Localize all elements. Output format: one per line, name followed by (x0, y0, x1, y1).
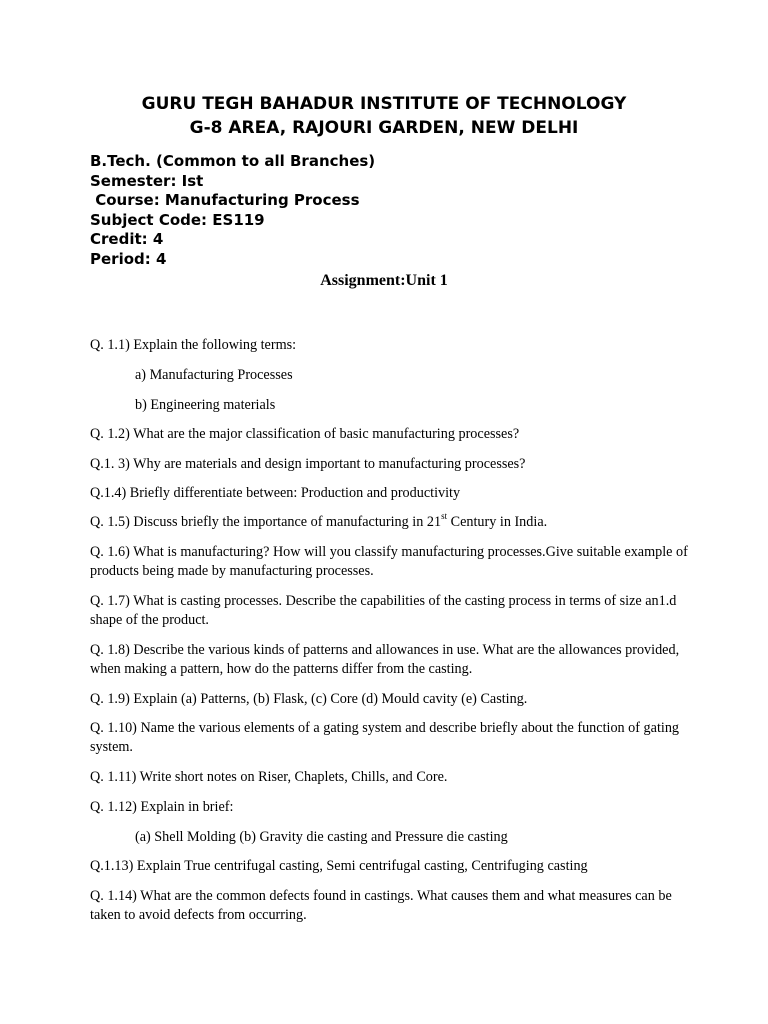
question-1-2: Q. 1.2) What are the major classification of basic manufacturing processes? (90, 426, 520, 442)
question-1-4: Q.1.4) Briefly differentiate between: Production and productivity (90, 485, 461, 501)
question-1-7: Q. 1.7) What is casting processes. Describe the capabilities of the casting process in terms of size an1.d shape of the product. (90, 593, 677, 628)
question-1-14: Q. 1.14) What are the common defects found in castings. What causes them and what measures can be taken to avoid defects from occurring. (90, 888, 672, 923)
program-line: B.Tech. (Common to all Branches) (90, 152, 376, 170)
question-1-5-text: Q. 1.5) Discuss briefly the importance of manufacturing in 21 (90, 514, 442, 530)
question-1-11: Q. 1.11) Write short notes on Riser, Chaplets, Chills, and Core. (90, 769, 448, 785)
question-1-5 (90, 513, 690, 532)
question-1-5-text-end: Century in India. (447, 514, 548, 530)
question-1-12-item-a: (a) Shell Molding (b) Gravity die casting and Pressure die casting (135, 829, 508, 845)
question-1-1-item-a: a) Manufacturing Processes (135, 367, 293, 383)
question-1-9: Q. 1.9) Explain (a) Patterns, (b) Flask, (c) Core (d) Mould cavity (e) Casting. (90, 691, 528, 707)
assignment-title: Assignment:Unit 1 (320, 272, 448, 289)
question-1-12: Q. 1.12) Explain in brief: (90, 799, 234, 815)
institute-address: G-8 AREA, RAJOURI GARDEN, NEW DELHI (189, 118, 579, 138)
semester-line: Semester: Ist (90, 171, 204, 190)
question-1-6: Q. 1.6) What is manufacturing? How will you classify manufacturing processes.Give suitable example of products being made by manufacturing processes. (90, 544, 688, 579)
question-1-10: Q. 1.10) Name the various elements of a gating system and describe briefly about the function of gating system. (90, 720, 680, 755)
course-details (90, 152, 375, 270)
course-line: Course: Manufacturing Process (90, 191, 360, 210)
question-1-1: Q. 1.1) Explain the following terms: (90, 337, 297, 353)
question-1-13: Q.1.13) Explain True centrifugal casting, Semi centrifugal casting, Centrifuging casting (90, 858, 588, 874)
question-1-8: Q. 1.8) Describe the various kinds of patterns and allowances in use. What are the allowances provided, when making a pattern, how do the patterns differ from the casting. (90, 642, 680, 677)
period-line: Period: 4 (90, 249, 167, 268)
question-1-3: Q.1. 3) Why are materials and design important to manufacturing processes? (90, 456, 526, 472)
institute-name: GURU TEGH BAHADUR INSTITUTE OF TECHNOLOGY (141, 94, 627, 114)
question-1-1-item-b: b) Engineering materials (135, 397, 276, 413)
question-1-5-superscript: st (441, 511, 448, 522)
credit-line: Credit: 4 (90, 230, 164, 249)
document-header (0, 92, 768, 140)
subject-code-line: Subject Code: ES119 (90, 210, 265, 229)
